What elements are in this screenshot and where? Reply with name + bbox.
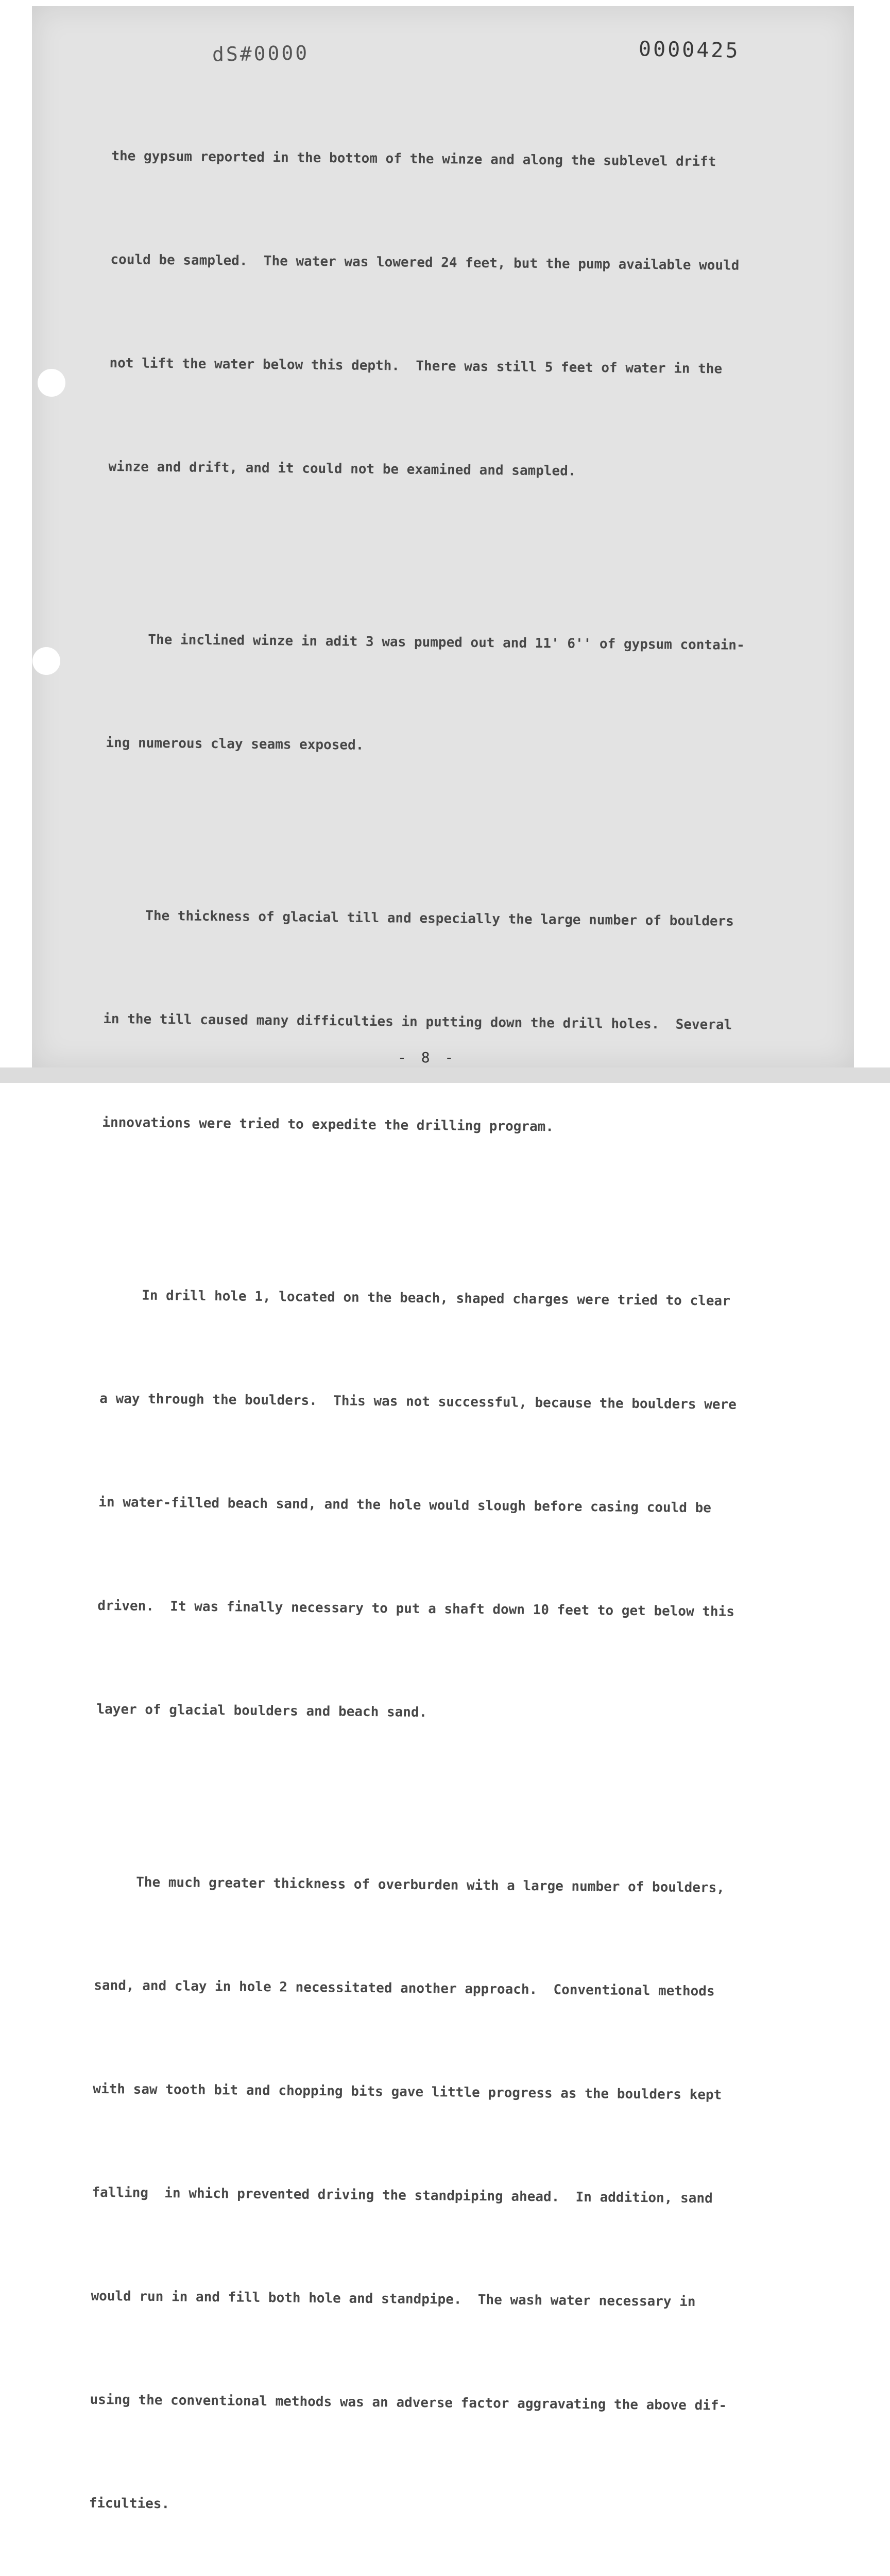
text-line: The inclined winze in adit 3 was pumped out and 11' 6'' of gypsum contain- [148, 632, 745, 653]
text-line: layer of glacial boulders and beach sand. [96, 1701, 427, 1721]
text-line: with saw tooth bit and chopping bits gave little progress as the boulders kept [93, 2081, 722, 2103]
text-line: The much greater thickness of overburden with a large number of boulders, [136, 1874, 725, 1896]
paragraph [101, 829, 795, 1216]
punch-hole-upper [38, 369, 65, 397]
paragraph [96, 1209, 792, 1803]
text-line: would run in and fill both hole and standpipe. The wash water necessary in [91, 2288, 696, 2310]
text-line: ing numerous clay seams exposed. [106, 735, 364, 753]
text-line: falling in which prevented driving the standpiping ahead. In addition, sand [92, 2184, 713, 2207]
text-line: could be sampled. The water was lowered 24 feet, but the pump available would [110, 251, 740, 274]
page-number: - 8 - [398, 1049, 457, 1066]
text-line: innovations were tried to expedite the drilling program. [102, 1114, 554, 1135]
text-line: ficulties. [89, 2495, 170, 2512]
text-line: in the till caused many difficulties in putting down the drill holes. Several [103, 1011, 732, 1033]
paragraph [108, 70, 802, 560]
paragraph [105, 553, 798, 836]
text-line: driven. It was finally necessary to put a shaft down 10 feet to get below this [97, 1598, 735, 1620]
text-line: not lift the water below this depth. There was still 5 feet of water in the [109, 355, 723, 377]
text-line: The thickness of glacial till and especially the large number of boulders [145, 908, 734, 929]
text-line: the gypsum reported in the bottom of the winze and along the sublevel drift [111, 148, 716, 170]
text-line: a way through the boulders. This was not successful, because the boulders were [99, 1391, 737, 1413]
punch-hole-lower [32, 647, 60, 675]
text-line: In drill hole 1, located on the beach, shaped charges were tried to clear [142, 1287, 730, 1309]
text-line: using the conventional methods was an adverse factor aggravating the above dif- [90, 2392, 727, 2414]
paragraph [88, 1796, 786, 2576]
page-id-stamp: 0000425 [638, 37, 740, 63]
document-id-stamp: dS#0000 [212, 41, 310, 66]
text-line: sand, and clay in hole 2 necessitated another approach. Conventional methods [94, 1977, 715, 1999]
body-text [80, 70, 802, 2576]
text-line: in water-filled beach sand, and the hole would slough before casing could be [98, 1494, 712, 1516]
text-line: winze and drift, and it could not be examined and sampled. [108, 459, 576, 479]
